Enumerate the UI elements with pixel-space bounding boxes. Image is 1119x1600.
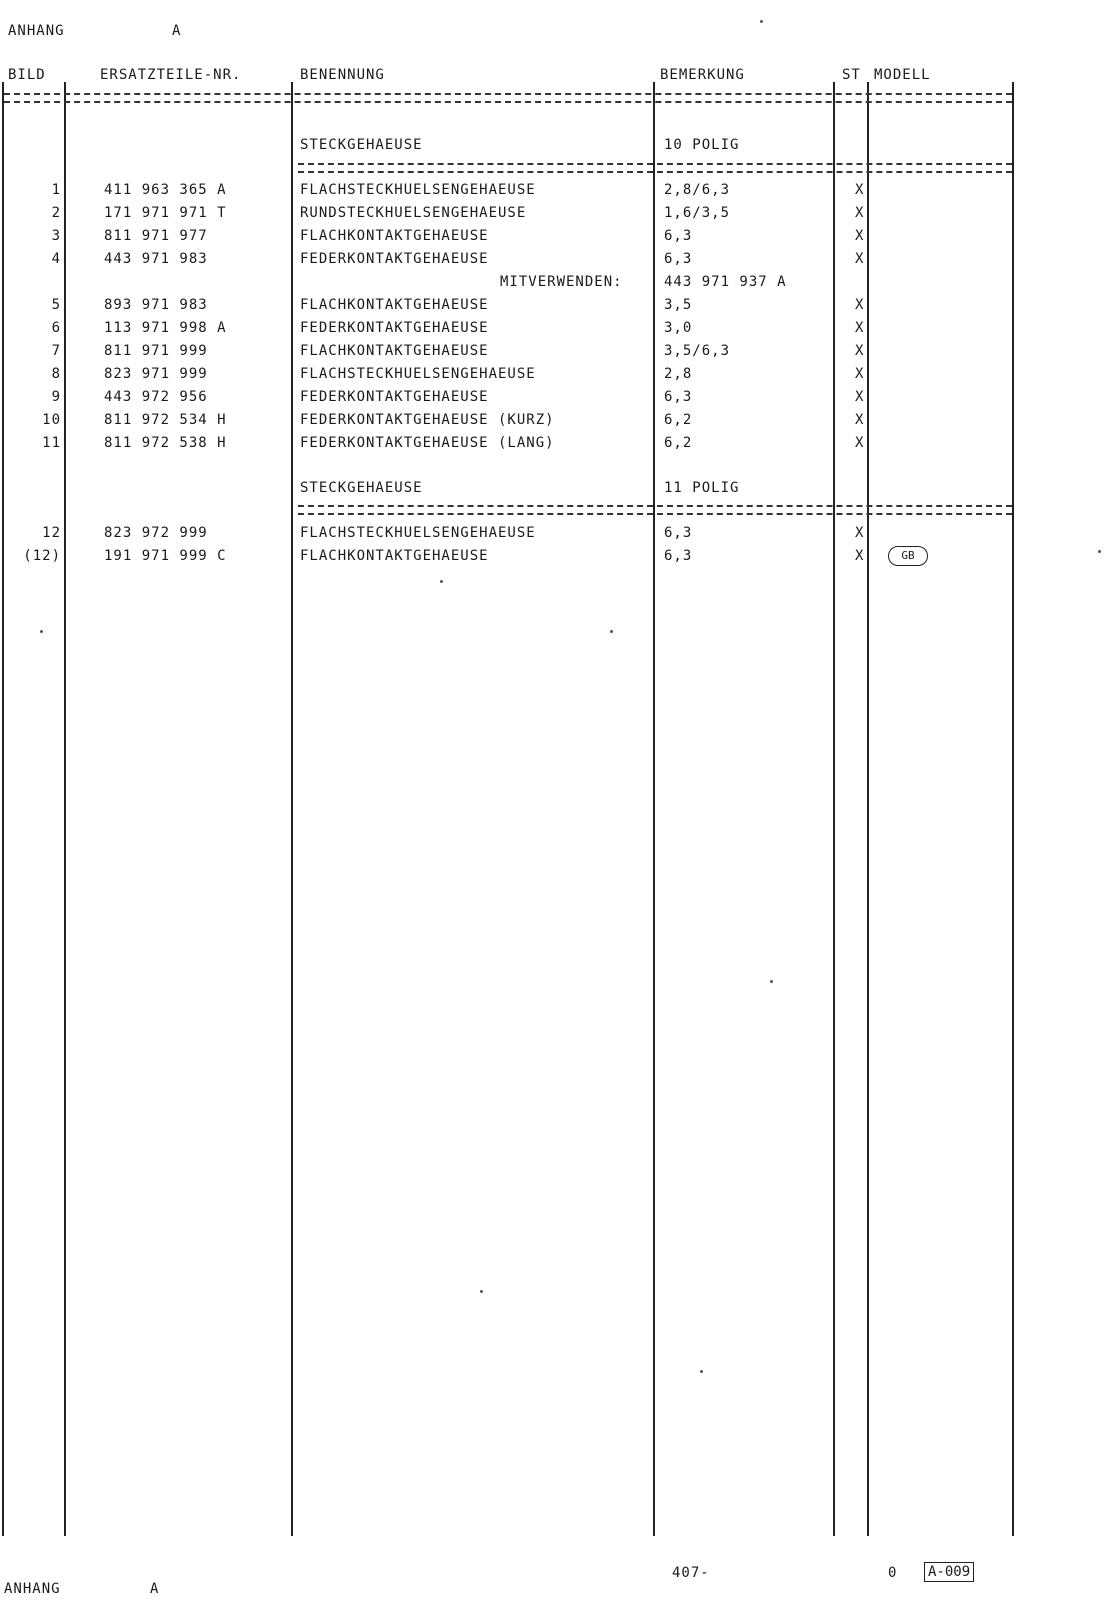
cell-benennung: FLACHKONTAKTGEHAEUSE xyxy=(300,297,489,313)
cell-benennung: FEDERKONTAKTGEHAEUSE xyxy=(300,320,489,336)
cell-bemerkung: 3,5 xyxy=(664,297,693,313)
scan-speck xyxy=(480,1290,483,1293)
cell-st: X xyxy=(855,251,865,267)
scan-speck xyxy=(770,980,773,983)
table-row xyxy=(0,251,1119,269)
column-header-nr: ERSATZTEILE-NR. xyxy=(100,67,242,83)
table-row xyxy=(0,412,1119,430)
cell-st: X xyxy=(855,182,865,198)
table-row xyxy=(0,389,1119,407)
cell-nr: 811 972 538 H xyxy=(104,435,227,451)
cell-st: X xyxy=(855,297,865,313)
cell-nr: 113 971 998 A xyxy=(104,320,227,336)
cell-bemerkung: 6,3 xyxy=(664,525,693,541)
cell-bild: 11 xyxy=(42,435,61,451)
cell-bemerkung: 2,8/6,3 xyxy=(664,182,731,198)
scan-speck xyxy=(610,630,613,633)
header-divider xyxy=(4,93,1012,103)
cell-benennung: FEDERKONTAKTGEHAEUSE (KURZ) xyxy=(300,412,555,428)
cell-bemerkung: 6,3 xyxy=(664,251,693,267)
cell-st: X xyxy=(855,228,865,244)
cell-bemerkung: 3,5/6,3 xyxy=(664,343,731,359)
cell-benennung: FLACHKONTAKTGEHAEUSE xyxy=(300,228,489,244)
cell-st: X xyxy=(855,320,865,336)
table-row xyxy=(0,343,1119,361)
cell-st: X xyxy=(855,412,865,428)
cell-nr: 411 963 365 A xyxy=(104,182,227,198)
scan-speck xyxy=(760,20,763,23)
cell-bild: 1 xyxy=(51,182,61,198)
group-divider xyxy=(298,163,1012,173)
cell-bild: 2 xyxy=(51,205,61,221)
cell-nr: 823 972 999 xyxy=(104,525,208,541)
cell-benennung: FEDERKONTAKTGEHAEUSE (LANG) xyxy=(300,435,555,451)
cell-bild: 9 xyxy=(51,389,61,405)
page-number: 407- xyxy=(672,1565,710,1581)
cell-nr: 811 971 999 xyxy=(104,343,208,359)
cell-benennung: FLACHKONTAKTGEHAEUSE xyxy=(300,548,489,564)
column-header-benennung: BENENNUNG xyxy=(300,67,385,83)
scan-speck xyxy=(440,580,443,583)
cell-bemerkung: 6,2 xyxy=(664,435,693,451)
group-title: STECKGEHAEUSE xyxy=(300,137,423,153)
cell-nr: 811 972 534 H xyxy=(104,412,227,428)
column-header-modell: MODELL xyxy=(874,67,931,83)
cell-bild: 6 xyxy=(51,320,61,336)
column-header-bild: BILD xyxy=(8,67,46,83)
group-remark: 11 POLIG xyxy=(664,480,740,496)
cell-bemerkung: 6,3 xyxy=(664,228,693,244)
cell-benennung: FLACHSTECKHUELSENGEHAEUSE xyxy=(300,366,536,382)
cell-st: X xyxy=(855,205,865,221)
group-remark: 10 POLIG xyxy=(664,137,740,153)
table-row xyxy=(0,205,1119,223)
page-code-prefix: 0 xyxy=(888,1565,898,1581)
group-divider xyxy=(298,505,1012,515)
column-header-bemerkung: BEMERKUNG xyxy=(660,67,745,83)
table-row xyxy=(0,182,1119,200)
cell-nr: 443 971 983 xyxy=(104,251,208,267)
cell-st: X xyxy=(855,525,865,541)
scan-speck xyxy=(700,1370,703,1373)
page-code-box: A-009 xyxy=(924,1562,974,1582)
table-row xyxy=(0,525,1119,543)
cell-bemerkung: 2,8 xyxy=(664,366,693,382)
group-title: STECKGEHAEUSE xyxy=(300,480,423,496)
cell-nr: 191 971 999 C xyxy=(104,548,227,564)
cell-benennung: FLACHSTECKHUELSENGEHAEUSE xyxy=(300,182,536,198)
scan-speck xyxy=(1098,550,1101,553)
cell-bild: 4 xyxy=(51,251,61,267)
footer-section-label: ANHANG xyxy=(4,1581,61,1597)
table-row xyxy=(0,435,1119,453)
cell-bild: 5 xyxy=(51,297,61,313)
cell-nr: 823 971 999 xyxy=(104,366,208,382)
section-letter: A xyxy=(172,23,182,39)
cell-nr: 171 971 971 T xyxy=(104,205,227,221)
table-row xyxy=(0,366,1119,384)
cell-nr: 443 972 956 xyxy=(104,389,208,405)
cell-bemerkung: 6,3 xyxy=(664,389,693,405)
cell-bemerkung: 443 971 937 A xyxy=(664,274,787,290)
cell-benennung: FEDERKONTAKTGEHAEUSE xyxy=(300,251,489,267)
table-row xyxy=(0,274,1119,292)
section-label: ANHANG xyxy=(8,23,65,39)
footer-section-letter: A xyxy=(150,1581,160,1597)
cell-st: X xyxy=(855,548,865,564)
cell-bild: 12 xyxy=(42,525,61,541)
cell-st: X xyxy=(855,389,865,405)
cell-bemerkung: 6,3 xyxy=(664,548,693,564)
cell-st: X xyxy=(855,435,865,451)
cell-bemerkung: 1,6/3,5 xyxy=(664,205,731,221)
table-row xyxy=(0,320,1119,338)
cell-nr: 893 971 983 xyxy=(104,297,208,313)
table-row xyxy=(0,228,1119,246)
cell-benennung: MITVERWENDEN: xyxy=(500,274,623,290)
cell-bemerkung: 6,2 xyxy=(664,412,693,428)
cell-bild: 10 xyxy=(42,412,61,428)
cell-benennung: RUNDSTECKHUELSENGEHAEUSE xyxy=(300,205,527,221)
cell-bild: 8 xyxy=(51,366,61,382)
cell-st: X xyxy=(855,343,865,359)
cell-nr: 811 971 977 xyxy=(104,228,208,244)
cell-benennung: FLACHSTECKHUELSENGEHAEUSE xyxy=(300,525,536,541)
cell-bild: (12) xyxy=(23,548,61,564)
cell-bild: 7 xyxy=(51,343,61,359)
cell-st: X xyxy=(855,366,865,382)
table-row xyxy=(0,297,1119,315)
scan-speck xyxy=(40,630,43,633)
cell-benennung: FEDERKONTAKTGEHAEUSE xyxy=(300,389,489,405)
column-header-st: ST xyxy=(842,67,861,83)
table-row xyxy=(0,548,1119,566)
cell-benennung: FLACHKONTAKTGEHAEUSE xyxy=(300,343,489,359)
cell-bild: 3 xyxy=(51,228,61,244)
cell-bemerkung: 3,0 xyxy=(664,320,693,336)
modell-badge-gb: GB xyxy=(888,546,928,566)
